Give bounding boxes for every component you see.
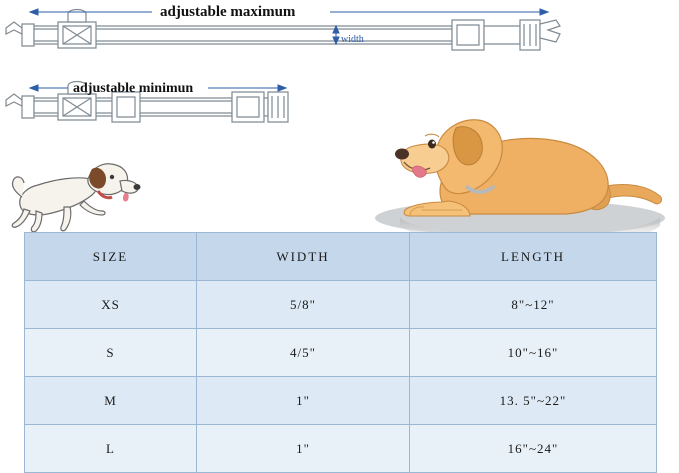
cell-length: 8"~12" (410, 281, 657, 329)
table-row (25, 281, 657, 329)
cell-size: L (25, 425, 197, 473)
table-row (25, 329, 657, 377)
cell-width: 1" (197, 425, 410, 473)
cell-size: S (25, 329, 197, 377)
table-header-row (25, 233, 657, 281)
cell-length: 10"~16" (410, 329, 657, 377)
running-dog-illustration (8, 155, 143, 235)
table-header-length: LENGTH (410, 233, 657, 281)
width-label: width (341, 34, 364, 45)
adjustable-minimum-label: adjustable minimun (73, 81, 194, 96)
cell-width: 1" (197, 377, 410, 425)
table-row (25, 377, 657, 425)
cell-length: 13. 5"~22" (410, 377, 657, 425)
table-header-width: WIDTH (197, 233, 410, 281)
cell-width: 4/5" (197, 329, 410, 377)
size-table (24, 232, 657, 473)
adjustable-maximum-label: adjustable maximum (160, 4, 296, 20)
cell-length: 16"~24" (410, 425, 657, 473)
table-row (25, 425, 657, 473)
table-header-size: SIZE (25, 233, 197, 281)
cell-width: 5/8" (197, 281, 410, 329)
cell-size: XS (25, 281, 197, 329)
cell-size: M (25, 377, 197, 425)
running-dog-svg (8, 155, 143, 235)
